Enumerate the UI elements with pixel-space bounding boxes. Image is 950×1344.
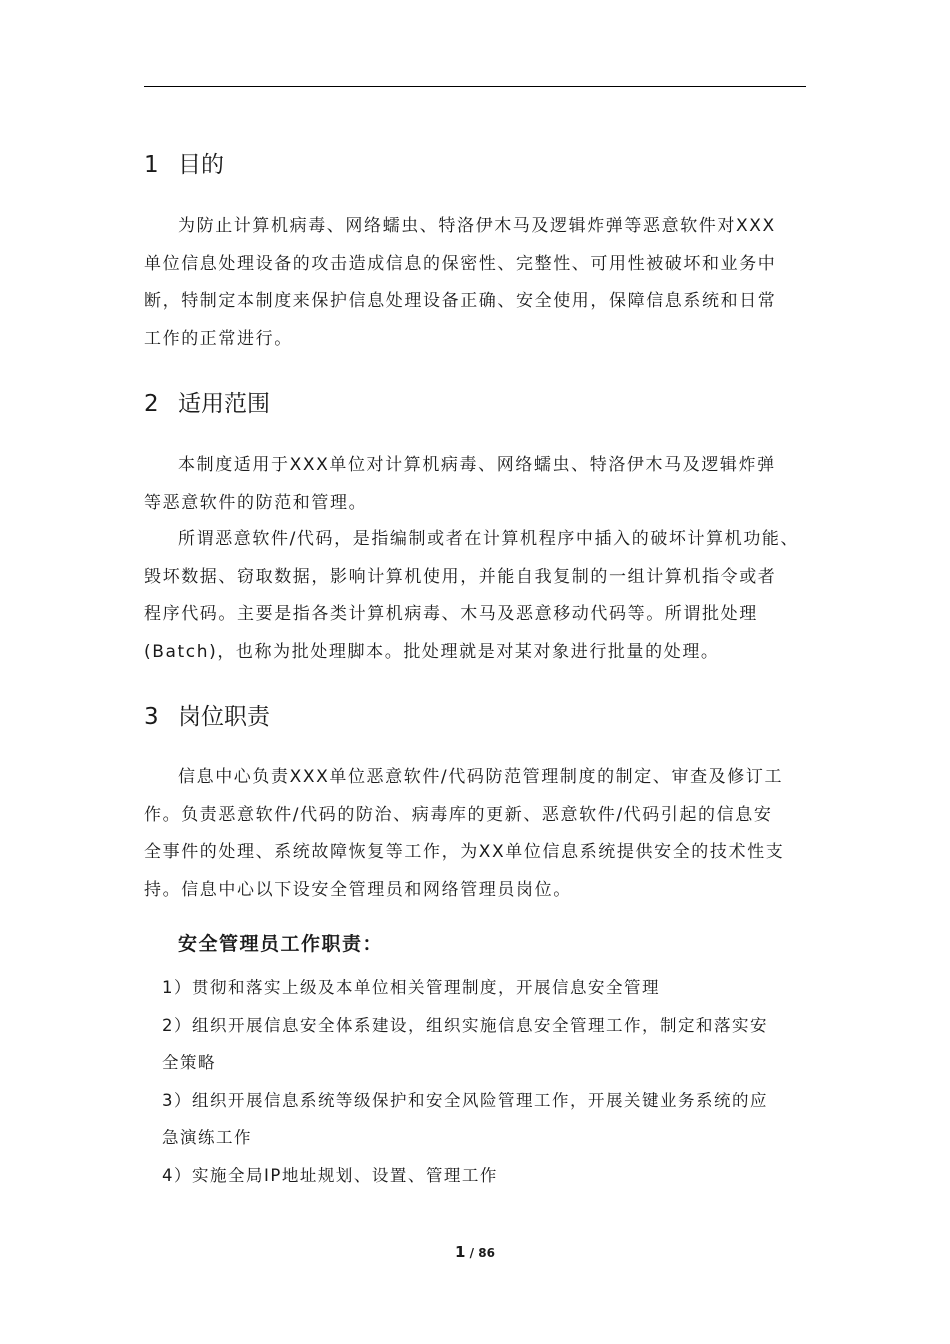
section-3-paragraph (144, 759, 808, 909)
list-item: 4）实施全局IP地址规划、设置、管理工作 (162, 1165, 498, 1185)
list-item-continuation: 全策略 (162, 1053, 216, 1072)
text-line: 全事件的处理、系统故障恢复等工作，为XX单位信息系统提供安全的技术性支 (144, 842, 785, 862)
section-2-heading (144, 385, 270, 418)
list-item: 3）组织开展信息系统等级保护和安全风险管理工作，开展关键业务系统的应 (162, 1090, 768, 1110)
text-line: 等恶意软件的防范和管理。 (144, 492, 368, 513)
text-line: 为防止计算机病毒、网络蠕虫、特洛伊木马及逻辑炸弹等恶意软件对XXX (178, 216, 776, 236)
section-2-number: 2 (144, 391, 159, 417)
page-number-footer (0, 1243, 950, 1261)
text-line: 作。负责恶意软件/代码的防治、病毒库的更新、恶意软件/代码引起的信息安 (144, 804, 773, 825)
text-line: 工作的正常进行。 (144, 328, 293, 349)
security-admin-duties-heading: 安全管理员工作职责： (178, 933, 384, 955)
list-item: 1）贯彻和落实上级及本单位相关管理制度，开展信息安全管理 (162, 978, 660, 997)
section-1-paragraph (144, 208, 808, 358)
list-item-continuation: 急演练工作 (162, 1128, 252, 1147)
section-2-paragraph-1 (144, 447, 808, 522)
section-1-title: 目的 (178, 152, 224, 178)
text-line: 毁坏数据、窃取数据，影响计算机使用，并能自我复制的一组计算机指令或者 (144, 566, 777, 587)
text-line: 单位信息处理设备的攻击造成信息的保密性、完整性、可用性被破坏和业务中 (144, 253, 777, 274)
text-line: 断，特制定本制度来保护信息处理设备正确、安全使用，保障信息系统和日常 (144, 291, 777, 311)
text-line: 本制度适用于XXX单位对计算机病毒、网络蠕虫、特洛伊木马及逻辑炸弹 (178, 455, 776, 475)
text-line: 程序代码。主要是指各类计算机病毒、木马及恶意移动代码等。所谓批处理 (144, 604, 758, 624)
section-1-heading (144, 146, 224, 179)
section-3-title: 岗位职责 (178, 704, 270, 730)
header-rule (144, 86, 806, 87)
text-line: 所谓恶意软件/代码，是指编制或者在计算机程序中插入的破坏计算机功能、 (178, 529, 800, 549)
text-line: (Batch)，也称为批处理脚本。批处理就是对某对象进行批量的处理。 (144, 641, 720, 662)
list-item: 2）组织开展信息安全体系建设，组织实施信息安全管理工作，制定和落实安 (162, 1015, 768, 1035)
text-line: 持。信息中心以下设安全管理员和网络管理员岗位。 (144, 879, 572, 900)
text-line: 信息中心负责XXX单位恶意软件/代码防范管理制度的制定、审查及修订工 (178, 767, 784, 787)
page-separator: / (465, 1246, 479, 1260)
section-1-number: 1 (144, 152, 159, 178)
total-pages: 86 (478, 1246, 495, 1260)
section-2-paragraph-2 (144, 521, 808, 671)
section-3-heading (144, 698, 270, 731)
duties-list (162, 969, 808, 1194)
section-2-title: 适用范围 (178, 391, 270, 417)
current-page: 1 (455, 1243, 466, 1261)
section-3-number: 3 (144, 704, 159, 730)
